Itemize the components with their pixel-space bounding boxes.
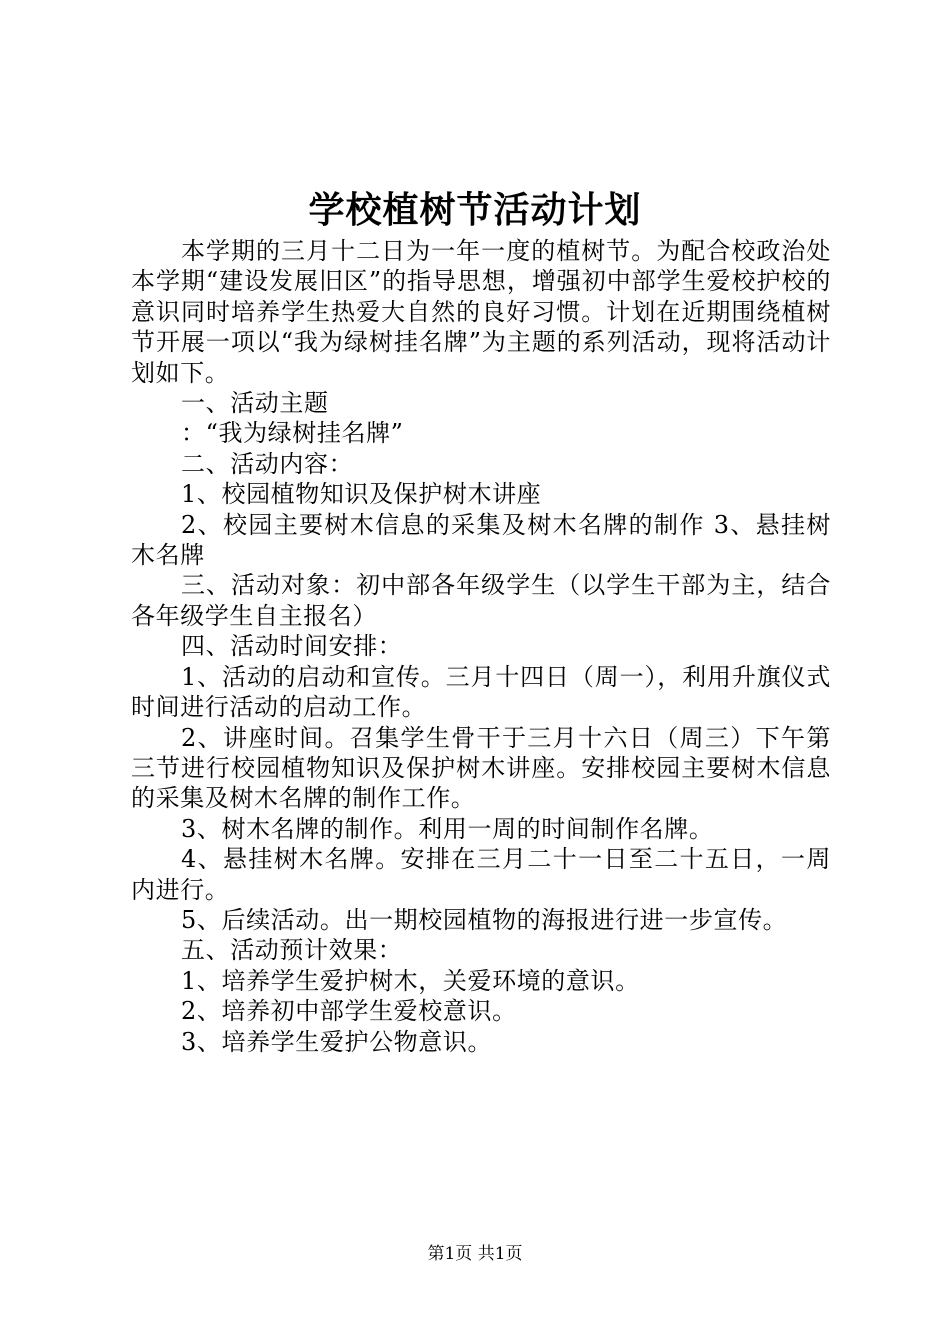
effect-item-1: 1、培养学生爱护树木，关爱环境的意识。: [181, 966, 640, 995]
section-heading-theme: 一、活动主题: [181, 389, 329, 418]
section-heading-audience: 三、活动对象：初中部各年级学生（以学生干部为主，结合各年级学生自主报名）: [131, 571, 831, 630]
section-heading-schedule: 四、活动时间安排：: [181, 632, 403, 661]
schedule-item-2: 2、讲座时间。召集学生骨干于三月十六日（周三）下午第三节进行校园植物知识及保护树木讲座。安排校园主要树木信息的采集及树木名牌的制作工作。: [131, 723, 831, 813]
effect-item-2: 2、培养初中部学生爱校意识。: [181, 997, 517, 1026]
schedule-item-1: 1、活动的启动和宣传。三月十四日（周一），利用升旗仪式时间进行活动的启动工作。: [131, 662, 831, 722]
section-heading-effects: 五、活动预计效果：: [181, 936, 403, 965]
schedule-item-5: 5、后续活动。出一期校园植物的海报进行进一步宣传。: [181, 905, 788, 934]
content-item-1: 1、校园植物知识及保护树木讲座: [181, 480, 542, 509]
theme-text: ：“我为绿树挂名牌”: [181, 419, 404, 448]
document-body: [131, 236, 831, 1057]
effect-item-3: 3、培养学生爱护公物意识。: [181, 1027, 493, 1056]
page-footer: 第1页 共1页: [427, 1244, 523, 1264]
document-title: 学校植树节活动计划: [308, 189, 642, 231]
section-heading-content: 二、活动内容：: [181, 449, 354, 478]
schedule-item-4: 4、悬挂树木名牌。安排在三月二十一日至二十五日，一周内进行。: [131, 845, 831, 904]
content-item-2: 2、校园主要树木信息的采集及树木名牌的制作 3、悬挂树木名牌: [131, 510, 831, 570]
intro-paragraph: 本学期的三月十二日为一年一度的植树节。为配合校政治处本学期“建设发展旧区”的指导思想，增强初中部学生爱校护校的意识同时培养学生热爱大自然的良好习惯。计划在近期围绕植树节开展一项以“我为绿树挂名牌”为主题的系列活动，现将活动计划如下。: [131, 237, 831, 387]
schedule-item-3: 3、树木名牌的制作。利用一周的时间制作名牌。: [181, 814, 714, 843]
